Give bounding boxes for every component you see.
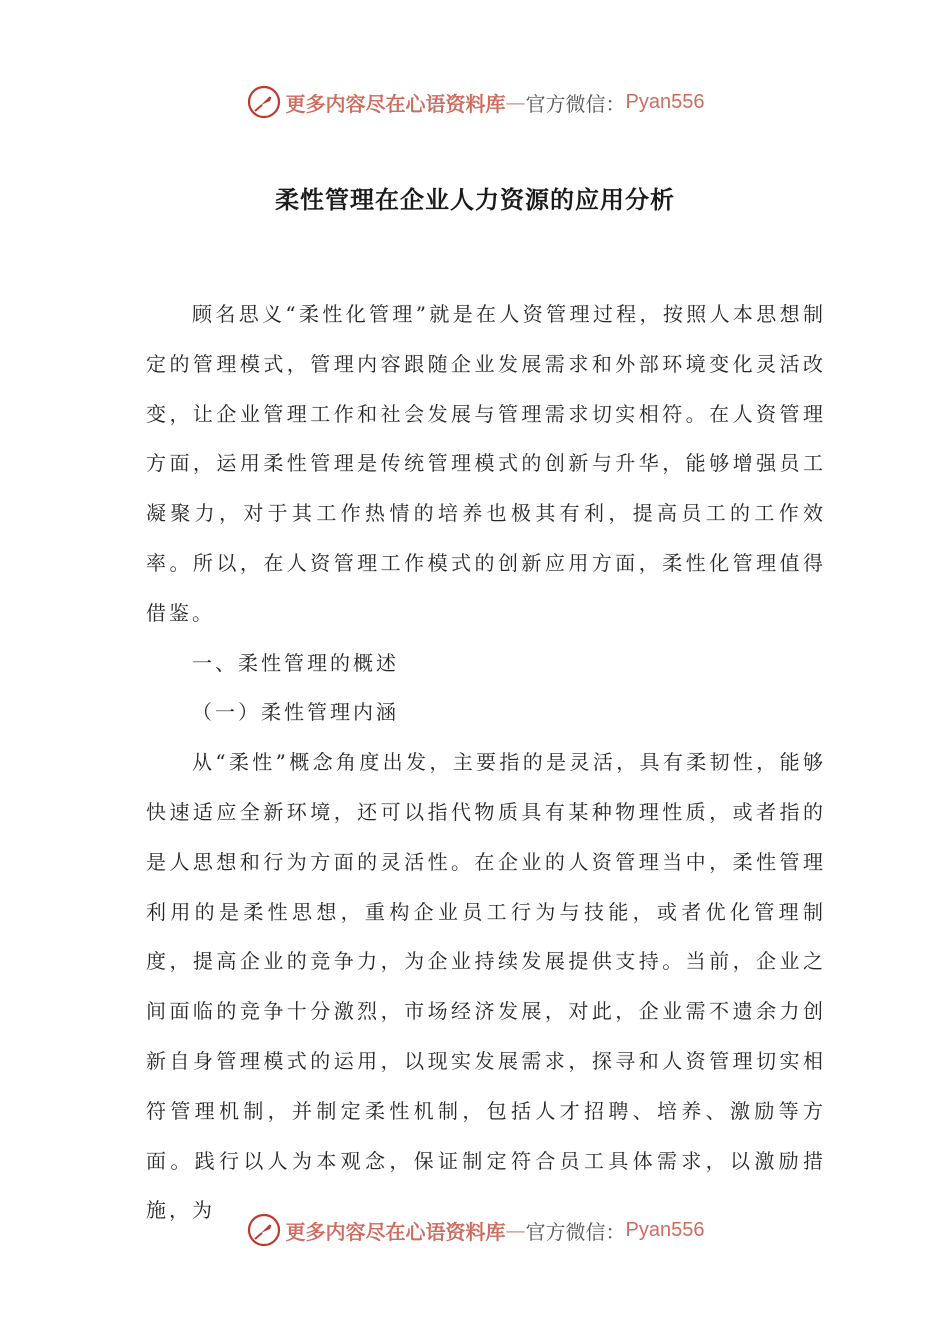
quill-pen-logo-icon	[246, 84, 282, 120]
intro-paragraph: 顾名思义“柔性化管理”就是在人资管理过程，按照人本思想制定的管理模式，管理内容跟随企业发展需求和外部环境变化灵活改变，让企业管理工作和社会发展与管理需求切实相符。在人资管理方面，运用柔性管理是传统管理模式的创新与升华，能够增强员工凝聚力，对于其工作热情的培养也极其有利，提高员工的工作效率。所以，在人资管理工作模式的创新应用方面，柔性化管理值得借鉴。	[146, 302, 826, 625]
document-body	[146, 290, 826, 1236]
banner-wechat-id: Pyan556	[625, 90, 705, 113]
document-title: 柔性管理在企业人力资源的应用分析	[275, 186, 675, 214]
footer-banner	[0, 1208, 950, 1252]
banner-separator: —	[505, 90, 526, 114]
subsection-heading: （一）柔性管理内涵	[192, 700, 399, 725]
banner-wechat-label: 官方微信：	[525, 91, 626, 116]
footer-wechat-id: Pyan556	[625, 1218, 705, 1241]
header-banner	[0, 80, 950, 124]
footer-separator: —	[505, 1218, 526, 1242]
banner-site-name: 更多内容尽在心语资料库	[285, 91, 506, 116]
body-paragraph: 从“柔性”概念角度出发，主要指的是灵活，具有柔韧性，能够快速适应全新环境，还可以指代物质具有某种物理性质，或者指的是人思想和行为方面的灵活性。在企业的人资管理当中，柔性管理利用的是柔性思想，重构企业员工行为与技能，或者优化管理制度，提高企业的竞争力，为企业持续发展提供支持。当前，企业之间面临的竞争十分激烈，市场经济发展，对此，企业需不遗余力创新自身管理模式的运用，以现实发展需求，探寻和人资管理切实相符管理机制，并制定柔性机制，包括人才招聘、培养、激励等方面。践行以人为本观念，保证制定符合员工具体需求，以激励措施，为	[146, 750, 826, 1223]
section-heading: 一、柔性管理的概述	[192, 650, 399, 675]
footer-site-name: 更多内容尽在心语资料库	[285, 1219, 506, 1244]
quill-pen-logo-icon	[246, 1212, 282, 1248]
footer-wechat-label: 官方微信：	[525, 1219, 626, 1244]
